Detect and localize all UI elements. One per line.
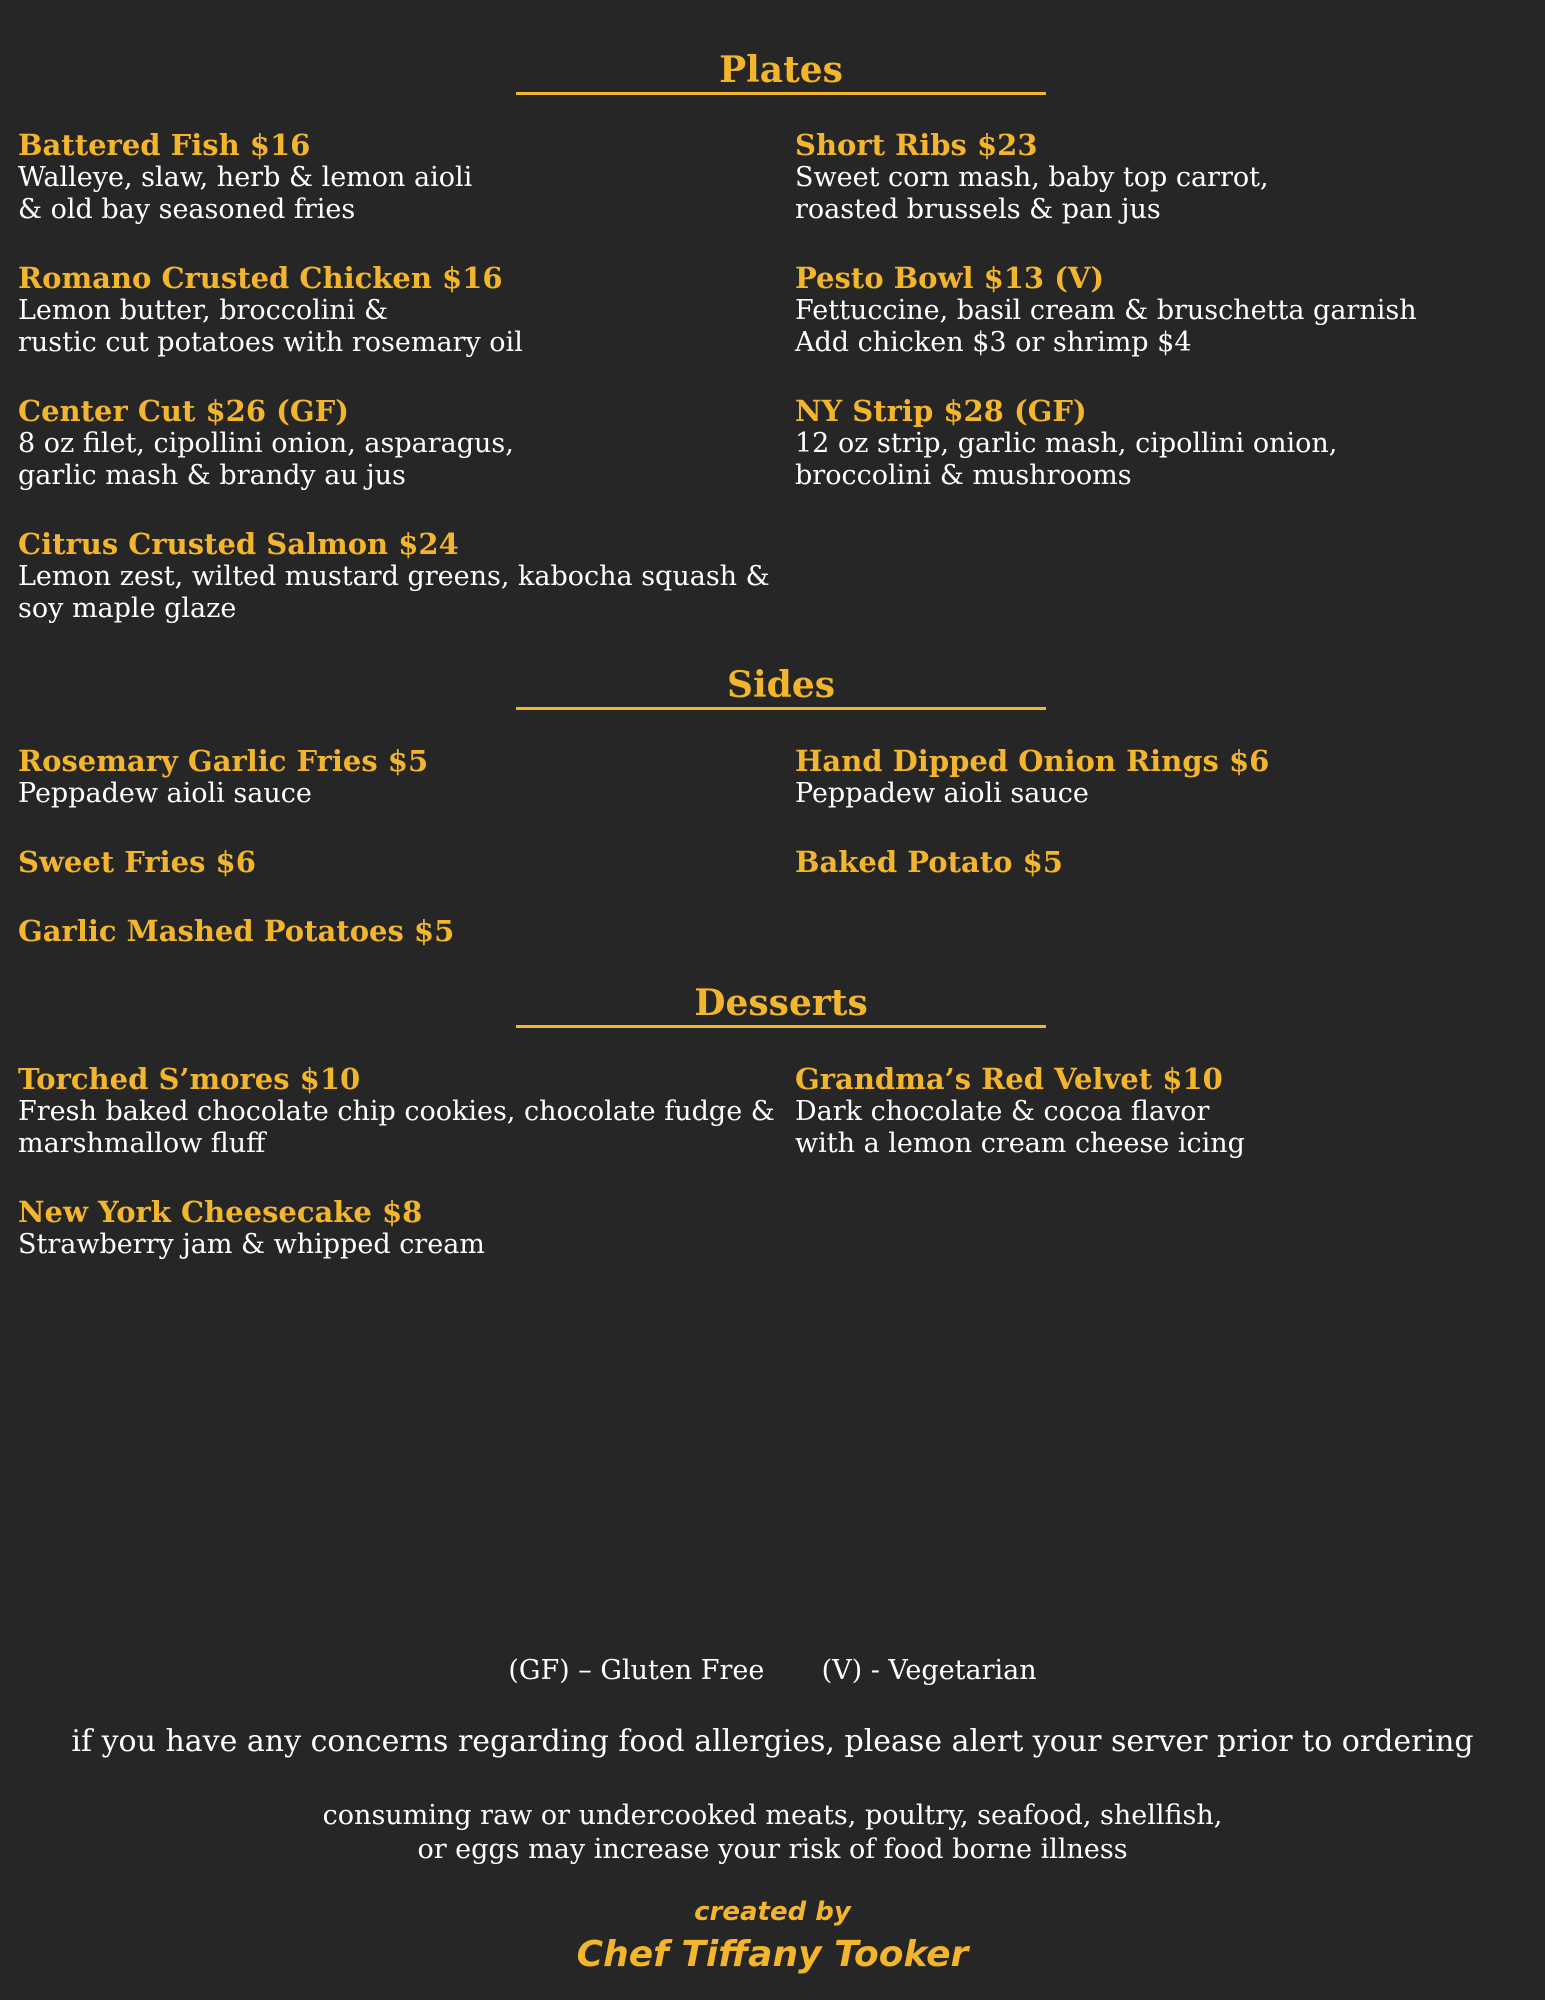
section-title-sides: Sides: [516, 663, 1046, 710]
menu-item: [795, 128, 1545, 226]
description-line: Fresh baked chocolate chip cookies, chocolate fudge &: [18, 1096, 775, 1127]
description-line: 8 oz filet, cipollini onion, asparagus,: [18, 428, 514, 459]
menu-item-title: Torched S’mores $10: [18, 1062, 361, 1096]
description-line: rustic cut potatoes with rosemary oil: [18, 327, 523, 358]
menu-item: [795, 261, 1545, 359]
menu-item-description: [18, 778, 778, 810]
allergy-notice: if you have any concerns regarding food allergies, please alert your server prior to ordering: [71, 1724, 1474, 1759]
menu-item: [18, 744, 778, 810]
legend-gluten-free: (GF) – Gluten Free: [508, 1655, 765, 1686]
menu-item: [795, 394, 1545, 492]
menu-item-title: Hand Dipped Onion Rings $6: [795, 744, 1270, 778]
menu-item-description: [18, 428, 778, 492]
chef-signature: Chef Tiffany Tooker: [576, 1934, 969, 1975]
description-line: Sweet corn mash, baby top carrot,: [795, 162, 1269, 193]
description-line: Lemon butter, broccolini &: [18, 295, 389, 326]
section-title-plates: Plates: [516, 48, 1046, 95]
legend-vegetarian: (V) - Vegetarian: [821, 1655, 1037, 1686]
menu-item-title: NY Strip $28 (GF): [795, 394, 1087, 428]
description-line: broccolini & mushrooms: [795, 460, 1132, 491]
menu-item-title: Baked Potato $5: [795, 845, 1063, 879]
description-line: & old bay seasoned fries: [18, 194, 356, 225]
menu-item: [18, 128, 778, 226]
description-line: Peppadew aioli sauce: [795, 778, 1089, 809]
menu-item-title: Garlic Mashed Potatoes $5: [18, 914, 455, 948]
menu-item-description: [18, 295, 778, 359]
menu-item-title: New York Cheesecake $8: [18, 1195, 423, 1229]
description-line: roasted brussels & pan jus: [795, 194, 1161, 225]
menu-item: [795, 845, 1545, 879]
description-line: Lemon zest, wilted mustard greens, kabocha squash &: [18, 561, 770, 592]
menu-item-title: Rosemary Garlic Fries $5: [18, 744, 429, 778]
menu-item-description: [18, 561, 778, 625]
menu-item: [18, 527, 778, 625]
menu-item-title: Battered Fish $16: [18, 128, 311, 162]
menu-item-description: [18, 1096, 778, 1160]
menu-item-description: [18, 162, 778, 226]
menu-item-title: Romano Crusted Chicken $16: [18, 261, 503, 295]
description-line: Add chicken $3 or shrimp $4: [795, 327, 1192, 358]
menu-item-description: [795, 1096, 1545, 1160]
description-line: marshmallow fluff: [18, 1128, 266, 1159]
description-line: Strawberry jam & whipped cream: [18, 1229, 485, 1260]
description-line: soy maple glaze: [18, 593, 237, 624]
menu-item-title: Center Cut $26 (GF): [18, 394, 349, 428]
description-line: Fettuccine, basil cream & bruschetta garnish: [795, 295, 1417, 326]
diet-legend: [0, 1655, 1545, 1686]
menu-item-title: Short Ribs $23: [795, 128, 1038, 162]
section-title-desserts: Desserts: [516, 981, 1046, 1028]
food-safety-warning-line-1: consuming raw or undercooked meats, poultry, seafood, shellfish,: [322, 1800, 1223, 1831]
menu-item-description: [795, 162, 1545, 226]
menu-item-title: Grandma’s Red Velvet $10: [795, 1062, 1223, 1096]
menu-item-title: Citrus Crusted Salmon $24: [18, 527, 459, 561]
description-line: Walleye, slaw, herb & lemon aioli: [18, 162, 473, 193]
menu-item-description: [795, 428, 1545, 492]
food-safety-warning-line-2: or eggs may increase your risk of food borne illness: [417, 1834, 1128, 1865]
menu-item: [795, 744, 1545, 810]
description-line: garlic mash & brandy au jus: [18, 460, 406, 491]
description-line: Peppadew aioli sauce: [18, 778, 312, 809]
created-by-label: created by: [694, 1897, 851, 1927]
menu-item: [18, 1062, 778, 1160]
menu-item-description: [795, 778, 1545, 810]
description-line: Dark chocolate & cocoa flavor: [795, 1096, 1210, 1127]
description-line: with a lemon cream cheese icing: [795, 1128, 1245, 1159]
description-line: 12 oz strip, garlic mash, cipollini onion,: [795, 428, 1338, 459]
menu-item: [18, 394, 778, 492]
menu-item-title: Sweet Fries $6: [18, 845, 256, 879]
menu-item: [18, 914, 778, 948]
menu-item-title: Pesto Bowl $13 (V): [795, 261, 1105, 295]
menu-item: [18, 845, 778, 879]
menu-item: [18, 1195, 778, 1261]
menu-item: [795, 1062, 1545, 1160]
menu-item-description: [795, 295, 1545, 359]
menu-item: [18, 261, 778, 359]
menu-item-description: [18, 1229, 778, 1261]
